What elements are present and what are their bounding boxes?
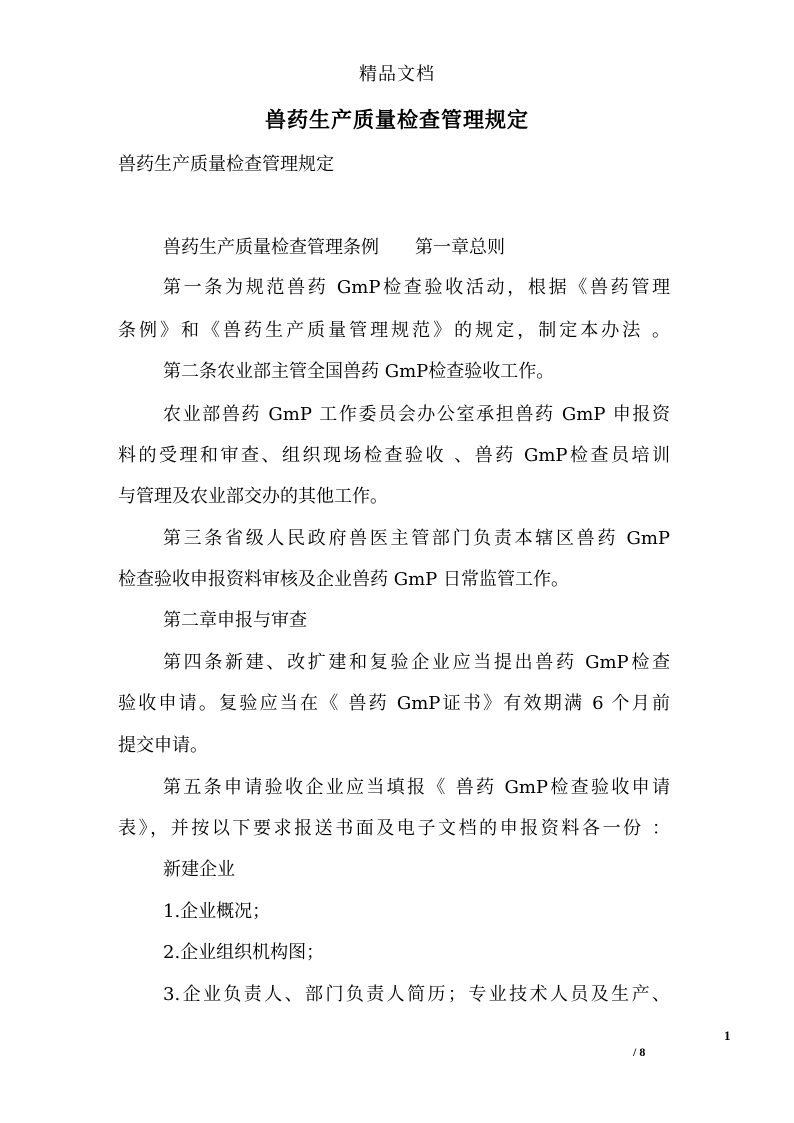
page-total: / 8: [633, 1045, 646, 1059]
document-header: 精品文档: [359, 64, 435, 85]
body-line: 第二章申报与审查: [163, 610, 307, 631]
body-line: 3.企业负责人、部门负责人简历；专业技术人员及生产、: [163, 984, 670, 1005]
body-line: 第四条新建、改扩建和复验企业应当提出兽药 GmP检查: [163, 652, 670, 673]
body-line: 验收申请。复验应当在《 兽药 GmP证书》有效期满 6 个月前: [118, 693, 670, 714]
body-line: 兽药生产质量检查管理条例 第一章总则: [163, 237, 505, 258]
body-line: 第一条为规范兽药 GmP检查验收活动，根据《兽药管理: [163, 277, 670, 298]
body-line: 条例》和《兽药生产质量管理规范》的规定，制定本办法 。: [118, 320, 670, 341]
body-line: 检查验收申报资料审核及企业兽药 GmP 日常监管工作。: [118, 569, 569, 590]
body-line: 第二条农业部主管全国兽药 GmP检查验收工作。: [163, 361, 555, 382]
body-line: 农业部兽药 GmP 工作委员会办公室承担兽药 GmP 申报资: [163, 404, 670, 425]
body-line: 新建企业: [163, 859, 235, 880]
body-line: 第五条申请验收企业应当填报《 兽药 GmP检查验收申请: [163, 777, 670, 798]
body-line: 与管理及农业部交办的其他工作。: [118, 486, 388, 507]
page-number: 1: [724, 1028, 731, 1043]
document-title: 兽药生产质量检查管理规定: [265, 107, 529, 132]
body-line: 2.企业组织机构图；: [163, 942, 325, 963]
body-line: 提交申请。: [118, 735, 208, 756]
body-line: 表》，并按以下要求报送书面及电子文档的申报资料各一份 ：: [118, 818, 670, 839]
body-line: 1.企业概况；: [163, 901, 271, 922]
body-line: 第三条省级人民政府兽医主管部门负责本辖区兽药 GmP: [163, 528, 670, 549]
document-subtitle: 兽药生产质量检查管理规定: [118, 154, 334, 175]
body-line: 料的受理和审查、组织现场检查验收 、兽药 GmP检查员培训: [118, 445, 670, 466]
